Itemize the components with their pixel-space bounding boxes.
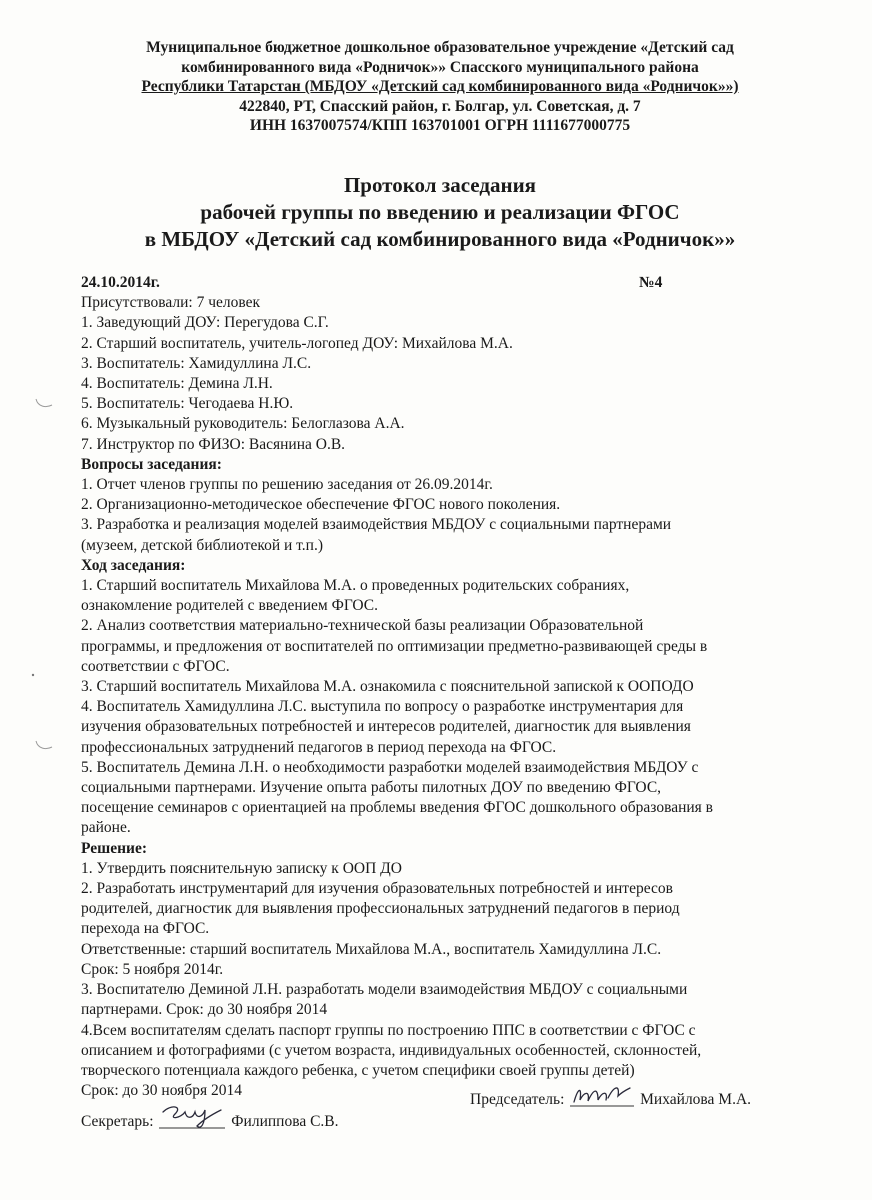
document-body [81, 273, 801, 1101]
header-line-1: Муниципальное бюджетное дошкольное образовательное учреждение «Детский сад [146, 39, 734, 56]
proceedings-line: ознакомление родителей с введением ФГОС. [81, 597, 378, 615]
proceedings-line: 3. Старший воспитатель Михайлова М.А. ознакомила с пояснительной запиской к ООПОДО [81, 678, 694, 696]
decision-line: творческого потенциала каждого ребенка, с учетом специфики своей группы детей) [81, 1061, 635, 1079]
proceedings-line: 1. Старший воспитатель Михайлова М.А. о проведенных родительских собраниях, [81, 577, 630, 595]
secretary-name: Филиппова С.В. [231, 1113, 339, 1130]
decision-line: описанием и фотографиями (с учетом возраста, индивидуальных особенностей, склонностей, [81, 1041, 702, 1059]
decision-line: родителей, диагностик для выявления профессиональных затруднений педагогов в период [81, 900, 680, 918]
scan-mark-icon [34, 738, 54, 752]
proceedings-line: посещение семинаров с ориентацией на проблемы введения ФГОС дошкольного образования в [81, 799, 713, 817]
attendees-label: Присутствовали: 7 человек [81, 294, 261, 312]
decision-heading: Решение: [81, 839, 148, 857]
document-title [60, 172, 820, 253]
attendee-item: 7. Инструктор по ФИЗО: Васянина О.В. [81, 435, 346, 453]
agenda-item: 2. Организационно-методическое обеспечение ФГОС нового поколения. [81, 496, 561, 514]
attendee-item: 4. Воспитатель: Демина Л.Н. [81, 375, 273, 392]
decision-line: партнерами. Срок: до 30 ноября 2014 [81, 1001, 328, 1019]
scan-mark-icon [34, 396, 54, 410]
proceedings-line: 4. Воспитатель Хамидуллина Л.С. выступила по вопросу о разработке инструментария для [81, 698, 684, 716]
chair-handwritten-signature [568, 1082, 636, 1110]
scan-dot-icon [30, 672, 36, 678]
agenda-item: 3. Разработка и реализация моделей взаимодействия МБДОУ с социальными партнерами [81, 516, 672, 534]
proceedings-heading: Ход заседания: [81, 556, 186, 574]
attendee-item: 2. Старший воспитатель, учитель-логопед ДОУ: Михайлова М.А. [81, 334, 513, 352]
organization-header [70, 38, 810, 136]
agenda-heading: Вопросы заседания: [81, 455, 222, 473]
decision-line: 3. Воспитателю Деминой Л.Н. разработать модели взаимодействия МБДОУ с социальными [81, 981, 688, 999]
attendee-item: 6. Музыкальный руководитель: Белоглазова А.А. [81, 415, 405, 433]
title-line-2: рабочей группы по введению и реализации ФГОС [200, 200, 680, 224]
attendee-item: 5. Воспитатель: Чегодаева Н.Ю. [81, 395, 294, 413]
secretary-handwritten-signature [157, 1102, 227, 1132]
proceedings-line: профессиональных затруднений педагогов в период перехода на ФГОС. [81, 738, 557, 756]
chair-signature-block [470, 1082, 751, 1110]
decision-line: 4.Всем воспитателям сделать паспорт группы по построению ППС в соответствии с ФГОС с [81, 1021, 696, 1039]
decision-line: Срок: до 30 ноября 2014 [81, 1082, 242, 1100]
meeting-date: 24.10.2014г. [81, 274, 160, 291]
attendee-item: 1. Заведующий ДОУ: Перегудова С.Г. [81, 314, 329, 332]
decision-line: 1. Утвердить пояснительную записку к ООП ДО [81, 859, 402, 877]
title-line-1: Протокол заседания [343, 173, 537, 197]
proceedings-line: 5. Воспитатель Демина Л.Н. о необходимости разработки моделей взаимодействия МБДОУ с [81, 758, 699, 776]
decision-line: Срок: 5 ноября 2014г. [81, 960, 224, 978]
proceedings-line: соответствии с ФГОС. [81, 657, 230, 675]
attendee-item: 3. Воспитатель: Хамидуллина Л.С. [81, 354, 312, 372]
secretary-signature-block [81, 1102, 339, 1132]
proceedings-line: районе. [81, 819, 131, 837]
chair-name: Михайлова М.А. [640, 1091, 752, 1108]
header-line-2: комбинированного вида «Родничок»» Спасского муниципального района [181, 58, 699, 76]
title-line-3: в МБДОУ «Детский сад комбинированного вида «Родничок»» [144, 227, 736, 251]
decision-line: 2. Разработать инструментарий для изучения образовательных потребностей и интересов [81, 880, 673, 898]
decision-line: перехода на ФГОС. [81, 920, 210, 938]
protocol-number: №4 [639, 274, 663, 291]
secretary-label: Секретарь: [81, 1113, 154, 1130]
header-address: 422840, РТ, Спасский район, г. Болгар, ул. Советская, д. 7 [239, 97, 641, 115]
agenda-item: 1. Отчет членов группы по решению заседания от 26.09.2014г. [81, 476, 493, 494]
proceedings-line: 2. Анализ соответствия материально-технической базы реализации Образовательной [81, 617, 644, 635]
chair-label: Председатель: [470, 1091, 565, 1108]
agenda-item: (музеем, детской библиотекой и т.п.) [81, 536, 323, 554]
proceedings-line: изучения образовательных потребностей и интересов родителей, диагностик для выявления [81, 718, 691, 736]
proceedings-line: программы, и предложения от воспитателей по оптимизации предметно-развивающей среды в [81, 637, 708, 655]
header-requisites: ИНН 1637007574/КПП 163701001 ОГРН 1111677000775 [249, 117, 631, 134]
date-number-line [81, 273, 801, 293]
header-line-3: Республики Татарстан (МБДОУ «Детский сад комбинированного вида «Родничок»») [141, 78, 739, 95]
proceedings-line: социальными партнерами. Изучение опыта работы пилотных ДОУ по введению ФГОС, [81, 779, 662, 797]
decision-line: Ответственные: старший воспитатель Михайлова М.А., воспитатель Хамидуллина Л.С. [81, 940, 662, 958]
